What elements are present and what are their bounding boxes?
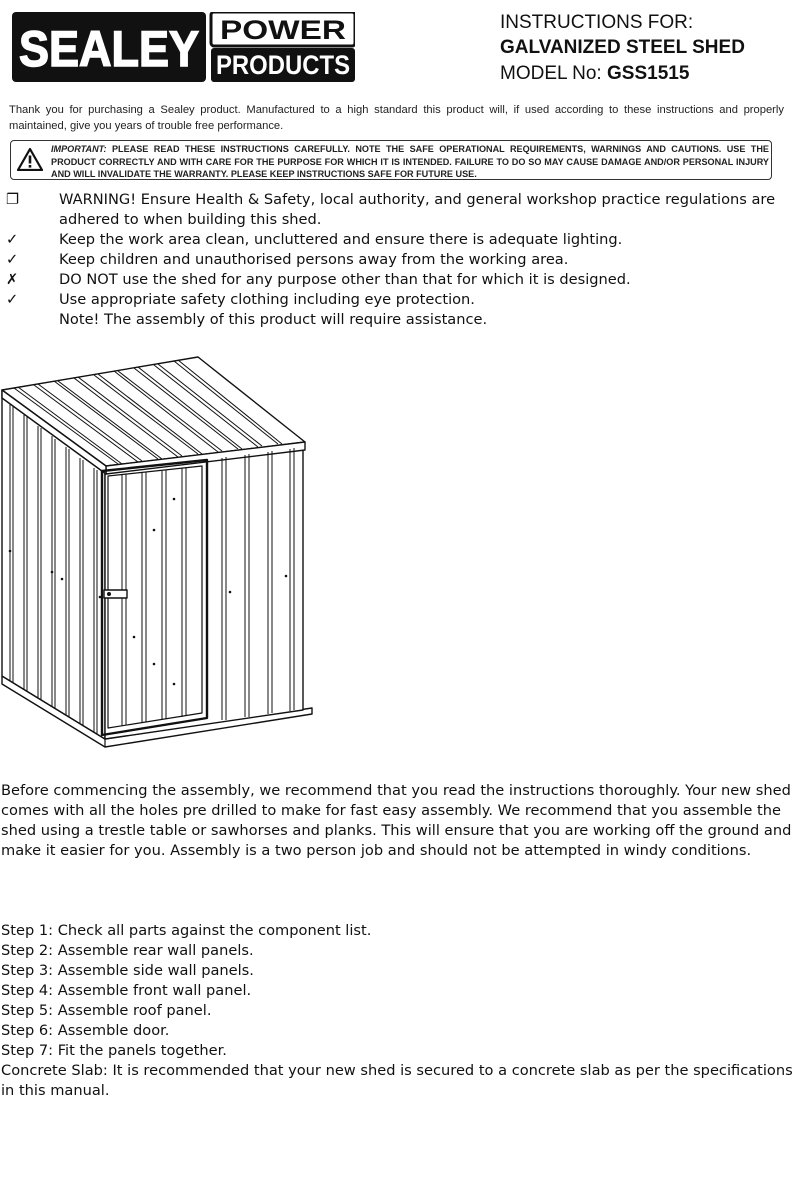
list-item: [6, 290, 806, 310]
step-item: Step 5: Assemble roof panel.: [1, 1002, 212, 1019]
model-line: [500, 61, 800, 87]
rule-text: Note! The assembly of this product will require assistance.: [59, 311, 488, 328]
rule-text: WARNING! Ensure Health & Safety, local authority, and general workshop practice regulations are adhered to when building this shed.: [59, 191, 776, 228]
important-body: PLEASE READ THESE INSTRUCTIONS CAREFULLY. NOTE THE SAFE OPERATIONAL REQUIREMENTS, WARNINGS AND CAUTIONS. USE THE PRODUCT CORRECTLY AND WITH CARE FOR THE PURPOSE FOR WHICH IT IS INTENDED. FAILURE TO DO SO MAY CAUSE DAMAGE AND/OR PERSONAL INJURY AND WILL INVALIDATE THE WARRANTY. PLEASE KEEP INSTRUCTIONS SAFE FOR FUTURE USE.: [51, 144, 769, 179]
step-item: Step 2: Assemble rear wall panels.: [1, 942, 254, 959]
checkbox-icon: ❐: [6, 191, 20, 208]
rule-text: Keep the work area clean, uncluttered and ensure there is adequate lighting.: [59, 231, 623, 248]
rule-text: DO NOT use the shed for any purpose other than that for which it is designed.: [59, 271, 631, 288]
step-item: Step 1: Check all parts against the component list.: [1, 922, 372, 939]
intro-paragraph: Thank you for purchasing a Sealey product. Manufactured to a high standard this product will, if used according to these instructions and properly maintained, give you years of trouble free performance.: [9, 104, 784, 132]
check-icon: ✓: [6, 291, 19, 308]
important-text: [51, 143, 769, 181]
logo-main-text: SEALEY: [19, 21, 199, 77]
assembly-recommendation: Before commencing the assembly, we recommend that you read the instructions thoroughly. Your new shed comes with all the holes pre drilled to make for fast easy assembly. We recommend that you assemble the shed using a trestle table or sawhorses and planks. This will ensure that you are working off the ground and make it easier for you. Assembly is a two person job and should not be attempted in windy conditions.: [1, 782, 792, 859]
step-item: Step 3: Assemble side wall panels.: [1, 962, 254, 979]
rule-text: Keep children and unauthorised persons away from the working area.: [59, 251, 569, 268]
list-item: [6, 270, 806, 290]
check-icon: ✓: [6, 231, 19, 248]
step-item: Step 7: Fit the panels together.: [1, 1042, 227, 1059]
list-item: [6, 310, 806, 330]
concrete-slab-note: Concrete Slab: It is recommended that your new shed is secured to a concrete slab as per the specifications in this manual.: [1, 1062, 793, 1099]
step-item: Step 4: Assemble front wall panel.: [1, 982, 252, 999]
title-line-1: INSTRUCTIONS FOR:: [500, 12, 694, 33]
important-notice: [10, 140, 772, 180]
logo-products-text: PRODUCTS: [216, 50, 350, 80]
title-line-2: GALVANIZED STEEL SHED: [500, 37, 745, 58]
logo-power-text: POWER: [220, 15, 346, 45]
warning-triangle-icon: [17, 148, 43, 176]
check-icon: ✓: [6, 251, 19, 268]
assembly-steps: [1, 921, 801, 1101]
document-title: [500, 10, 800, 87]
list-item: [6, 230, 806, 250]
model-label: MODEL No:: [500, 63, 607, 84]
sealey-logo: [12, 12, 355, 82]
list-item: [6, 190, 806, 230]
model-number: GSS1515: [607, 63, 690, 84]
shed-illustration: [0, 354, 320, 762]
list-item: [6, 250, 806, 270]
cross-icon: ✗: [6, 271, 19, 288]
step-item: Step 6: Assemble door.: [1, 1022, 170, 1039]
safety-rules-list: [6, 190, 806, 330]
rule-text: Use appropriate safety clothing including eye protection.: [59, 291, 475, 308]
important-label: IMPORTANT:: [51, 144, 107, 154]
